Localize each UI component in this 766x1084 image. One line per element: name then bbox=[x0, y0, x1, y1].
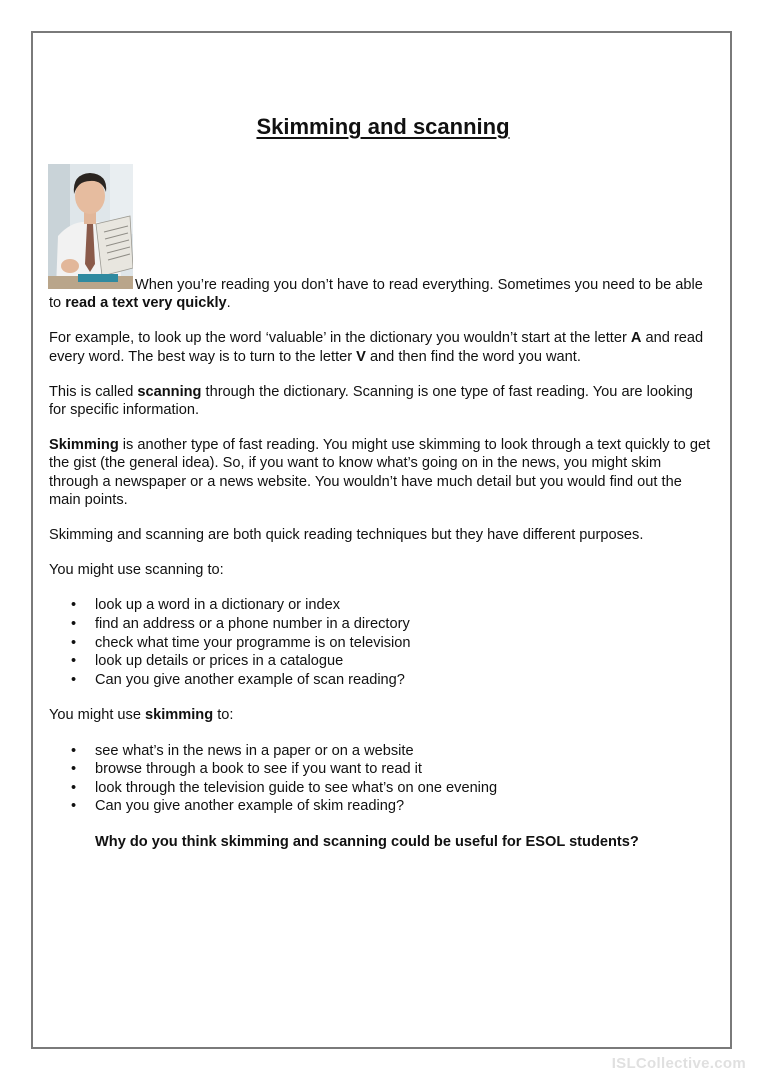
skim-intro-text-1: You might use bbox=[49, 707, 146, 724]
both-paragraph: Skimming and scanning are both quick reading techniques but they have different purposes. bbox=[49, 527, 644, 544]
list-item: • see what’s in the news in a paper or on a website bbox=[49, 742, 711, 761]
list-item: • look up a word in a dictionary or index bbox=[49, 596, 711, 615]
skim-intro bbox=[49, 706, 711, 724]
list-item: • look through the television guide to see what’s on one evening bbox=[49, 779, 711, 798]
list-item: • find an address or a phone number in a directory bbox=[49, 615, 711, 634]
intro-bold-text: read a text very quickly bbox=[65, 295, 227, 312]
letter-v: V bbox=[356, 348, 366, 365]
example-text-2: and read every word. The best way is to turn to the letter bbox=[49, 330, 704, 365]
list-item: • Can you give another example of scan reading? bbox=[49, 671, 711, 690]
letter-a: A bbox=[630, 330, 642, 347]
skim-intro-term: skimming bbox=[145, 707, 214, 724]
skim-list bbox=[49, 742, 711, 816]
page-title: Skimming and scanning bbox=[256, 114, 510, 139]
scanning-paragraph bbox=[49, 383, 711, 419]
example-text-3: and then find the word you want. bbox=[365, 348, 581, 365]
skimming-paragraph bbox=[49, 436, 711, 509]
skimming-text: is another type of fast reading. You might use skimming to look through a text quickly to get the gist (the general idea). So, if you want to know what’s going on in the news, you might skim through a newspaper or a news website. You wouldn’t have much detail but you would find out the main points. bbox=[49, 437, 711, 508]
skim-intro-text-2: to: bbox=[213, 707, 234, 724]
document-body bbox=[49, 276, 711, 868]
watermark: ISLCollective.com bbox=[611, 1055, 746, 1072]
scanning-term: scanning bbox=[137, 383, 202, 400]
man-reading-newspaper-photo bbox=[48, 164, 133, 289]
scan-list bbox=[49, 596, 711, 689]
scanning-text-2: through the dictionary. Scanning is one type of fast reading. You are looking for specific information. bbox=[49, 383, 693, 419]
list-item: • look up details or prices in a catalogue bbox=[49, 652, 711, 671]
list-item: • check what time your programme is on television bbox=[49, 634, 711, 653]
skimming-term: Skimming bbox=[49, 437, 119, 454]
intro-text: When you’re reading you don’t have to read everything. Sometimes you need to be able to bbox=[49, 277, 703, 312]
list-item: • browse through a book to see if you want to read it bbox=[49, 760, 711, 779]
example-text-1: For example, to look up the word ‘valuable’ in the dictionary you wouldn’t start at the letter bbox=[49, 330, 631, 347]
scanning-text-1: This is called bbox=[49, 383, 138, 400]
list-item: • Can you give another example of skim reading? bbox=[49, 797, 711, 816]
intro-tail: . bbox=[226, 295, 231, 312]
intro-paragraph bbox=[49, 276, 711, 312]
discussion-question: Why do you think skimming and scanning could be useful for ESOL students? bbox=[95, 833, 639, 850]
example-paragraph bbox=[49, 329, 711, 365]
scan-intro: You might use scanning to: bbox=[49, 562, 224, 579]
